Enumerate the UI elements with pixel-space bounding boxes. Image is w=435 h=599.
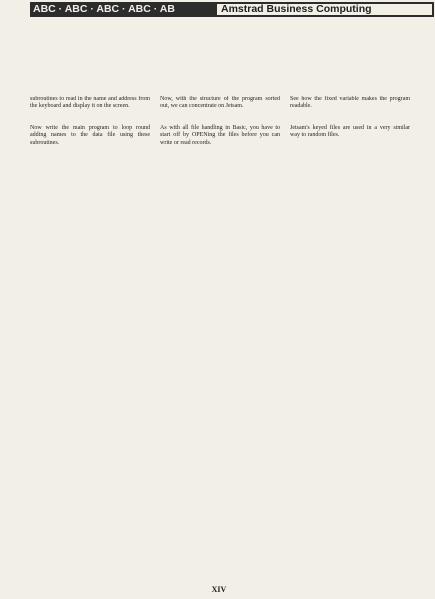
column-3-gap: [290, 117, 410, 125]
text-column-3: [290, 96, 410, 584]
column-1-paragraph-1: subroutines to read in the name and address from the keyboard and display it on the screen.: [30, 96, 150, 110]
page-number: XIV: [211, 585, 227, 594]
running-header-strip: ABC · ABC · ABC · ABC · AB: [30, 2, 215, 17]
column-2-gap: [160, 117, 280, 125]
column-1-gap: [30, 117, 150, 125]
column-2-paragraph-1: Now, with the structure of the program sorted out, we can concentrate on Jetsam.: [160, 96, 280, 110]
masthead-title: Amstrad Business Computing: [215, 2, 434, 17]
column-1-paragraph-2: Now write the main program to loop round adding names to the data file using these subroutines.: [30, 124, 150, 146]
text-column-2: [160, 96, 280, 584]
page-header: [30, 2, 434, 17]
column-3-paragraph-1: See how the fixed variable makes the program readable.: [290, 96, 410, 110]
column-3-paragraph-2: Jetsam's keyed files are used in a very similar way to random files.: [290, 124, 410, 139]
column-2-paragraph-2: As with all file handling in Basic, you have to start off by OPENing the files before you can write or read records.: [160, 124, 280, 146]
text-column-1: [30, 96, 150, 584]
